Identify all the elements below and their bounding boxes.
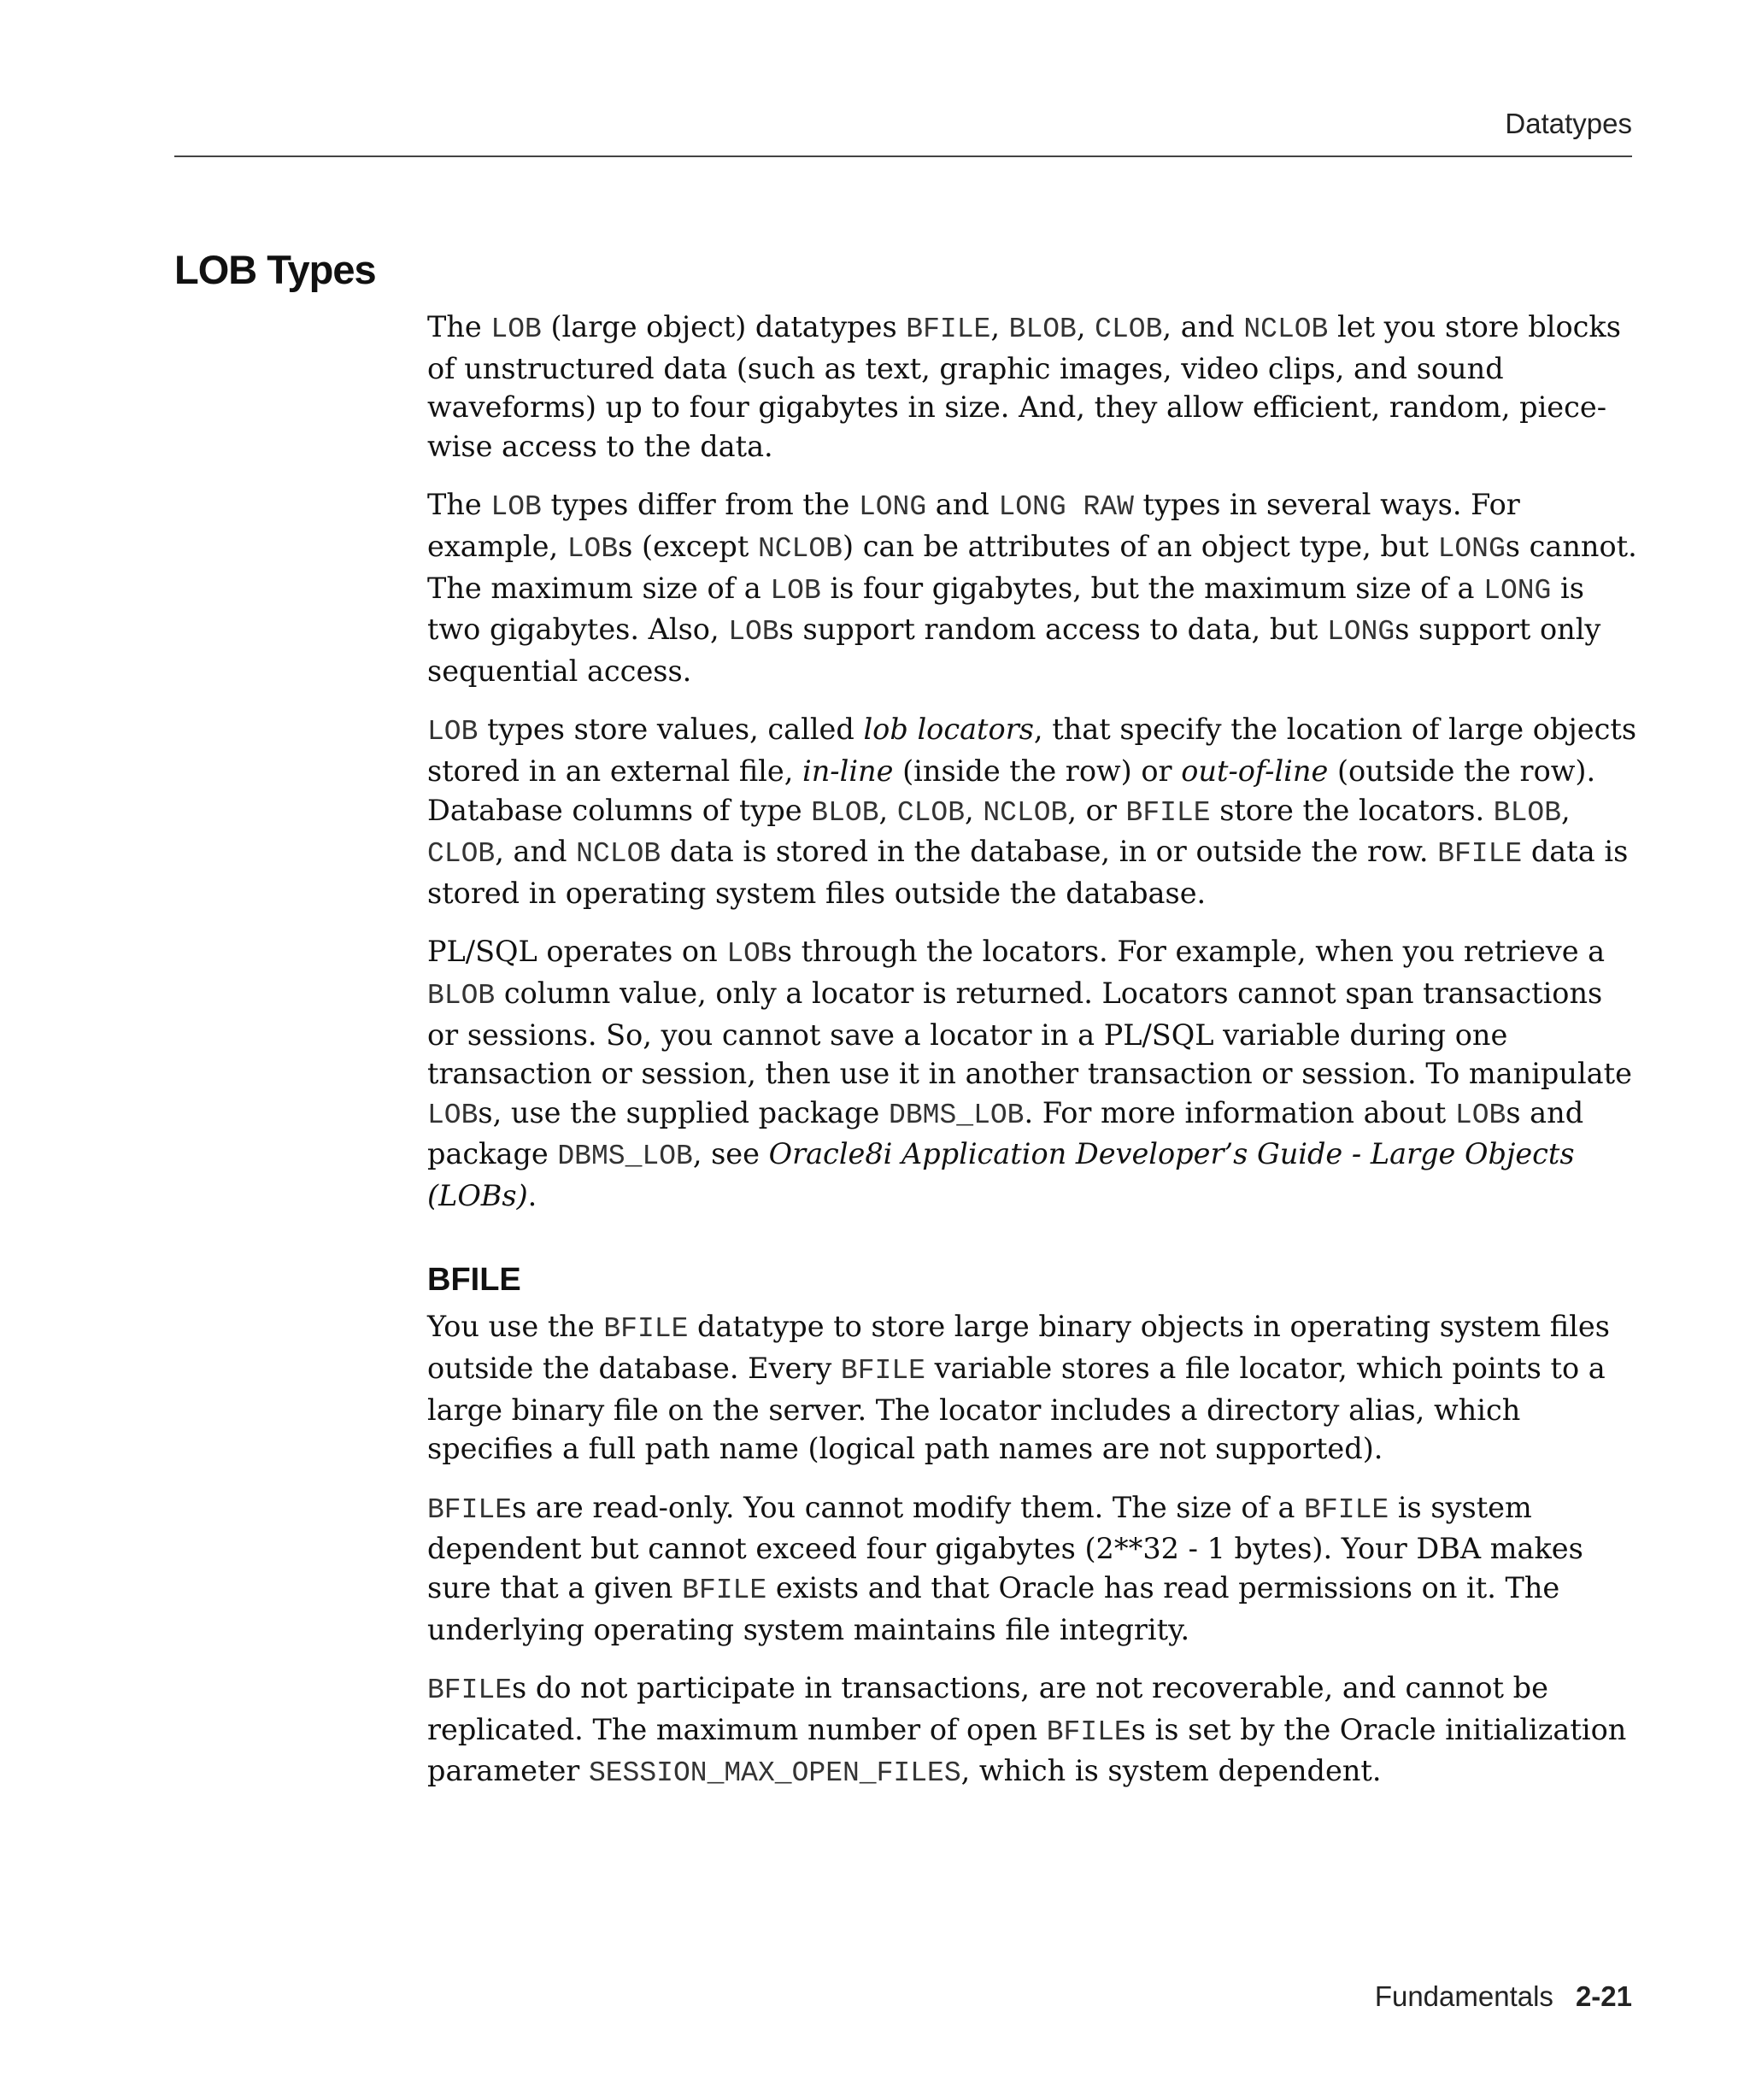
paragraph-bfile-readonly <box>427 1488 1641 1649</box>
text: , that specify the location of large objects stored in an external file, <box>427 713 1637 788</box>
code-term: LOB <box>728 616 779 648</box>
text: data is stored in operating system files outside the database. <box>427 835 1629 910</box>
code-term: LOB <box>567 532 619 565</box>
code-term: CLOB <box>427 838 496 871</box>
paragraph-lob-intro <box>427 308 1641 466</box>
paragraph-plsql-lobs <box>427 932 1641 1215</box>
code-term: LOB <box>726 938 778 971</box>
paragraph-bfile-intro <box>427 1307 1641 1468</box>
text: s cannot. The maximum size of a <box>427 529 1637 605</box>
text: datatype to store large binary objects in operating system files outside the database. Every <box>427 1310 1610 1386</box>
text: types differ from the <box>541 488 859 522</box>
code-term: LONG <box>858 491 927 524</box>
code-term: LOB <box>1454 1099 1506 1131</box>
text: , <box>990 310 1009 343</box>
text: , and <box>1162 310 1244 343</box>
code-term: NCLOB <box>983 796 1068 829</box>
running-header: Datatypes <box>1505 108 1632 139</box>
text: , which is system dependent. <box>960 1754 1382 1788</box>
footer-chapter: Fundamentals <box>1374 1980 1553 2012</box>
text: s, use the supplied package <box>478 1095 890 1129</box>
code-term: DBMS_LOB <box>557 1141 693 1173</box>
emphasis: lob locators <box>863 713 1034 747</box>
emphasis: out-of-line <box>1181 754 1329 788</box>
text: (inside the row) or <box>893 754 1182 788</box>
code-term: BFILE <box>603 1313 689 1346</box>
text: . <box>527 1178 537 1212</box>
text: is two gigabytes. Also, <box>427 571 1584 647</box>
code-term: CLOB <box>896 796 966 829</box>
code-term: BFILE <box>906 314 991 345</box>
code-term: BFILE <box>1437 838 1523 871</box>
code-term: LONG <box>1437 532 1506 565</box>
text: data is stored in the database, in or outside the row. <box>661 835 1438 869</box>
text: , <box>1076 310 1095 343</box>
text: , <box>878 793 897 827</box>
emphasis: in-line <box>802 754 894 788</box>
text: s through the locators. For example, when you retrieve a <box>777 935 1606 969</box>
book-reference: Oracle8i Application Developer’s Guide - Large Objects (LOBs) <box>427 1137 1575 1212</box>
code-term: BLOB <box>427 979 496 1012</box>
text: exists and that Oracle has read permissions on it. The underlying operating system maintains file integrity. <box>427 1571 1560 1646</box>
code-term: BFILE <box>1125 796 1211 829</box>
code-term: NCLOB <box>1243 314 1329 345</box>
text: column value, only a locator is returned. Locators cannot span transactions or sessions. So, you cannot save a locator in a PL/SQL variable during one transaction or session, then use it in another transaction or session. To manipulate <box>427 976 1632 1091</box>
code-term: CLOB <box>1095 314 1163 345</box>
paragraph-bfile-transactions <box>427 1669 1641 1793</box>
text: types store values, called <box>478 713 864 747</box>
paragraph-lob-locators <box>427 710 1641 912</box>
code-term: BFILE <box>427 1675 513 1707</box>
code-term: DBMS_LOB <box>889 1099 1025 1131</box>
text: s is set by the Oracle initialization parameter <box>427 1712 1627 1788</box>
body-text <box>427 308 1641 1813</box>
text: s and package <box>427 1095 1584 1171</box>
code-term: NCLOB <box>576 838 661 871</box>
code-term: LOB <box>427 1099 479 1131</box>
code-term: NCLOB <box>757 532 843 565</box>
page-number: 2-21 <box>1575 1980 1632 2012</box>
text: s support random access to data, but <box>778 613 1327 647</box>
text: , or <box>1067 793 1126 827</box>
text: types in several ways. For example, <box>427 488 1520 563</box>
text: , <box>965 793 984 827</box>
code-term: BFILE <box>840 1355 925 1387</box>
text: PL/SQL operates on <box>427 935 727 969</box>
text: store the locators. <box>1210 793 1494 827</box>
paragraph-lob-vs-long <box>427 485 1641 690</box>
text: (outside the row). Database columns of type <box>427 754 1596 827</box>
text: s are read-only. You cannot modify them. The size of a <box>512 1490 1305 1524</box>
text: s do not participate in transactions, are not recoverable, and cannot be replicated. The maximum number of open <box>427 1671 1548 1746</box>
text: and <box>926 488 999 522</box>
code-term: LOB <box>490 314 542 345</box>
code-term: BLOB <box>1493 796 1561 829</box>
text: is system dependent but cannot exceed four gigabytes (2**32 - 1 bytes). Your DBA makes sure that a given <box>427 1490 1583 1605</box>
text: The <box>427 310 491 343</box>
text: s support only sequential access. <box>427 613 1601 688</box>
code-term: BFILE <box>1046 1716 1131 1748</box>
text: (large object) datatypes <box>541 310 907 343</box>
text: . For more information about <box>1024 1095 1455 1129</box>
text: variable stores a file locator, which points to a large binary file on the server. The locator includes a directory alias, which specifies a full path name (logical path names are not supported). <box>427 1352 1606 1466</box>
subsection-heading: BFILE <box>427 1262 521 1299</box>
code-term: SESSION_MAX_OPEN_FILES <box>588 1757 961 1790</box>
text: , <box>1561 793 1571 827</box>
text: , and <box>495 835 577 869</box>
text: s (except <box>618 529 758 563</box>
code-term: LONG RAW <box>998 491 1134 524</box>
code-term: BFILE <box>1304 1493 1389 1526</box>
code-term: LOB <box>770 574 821 607</box>
code-term: LONG <box>1326 616 1395 648</box>
section-heading: LOB Types <box>174 247 376 292</box>
text: , see <box>692 1137 769 1171</box>
text: You use the <box>427 1310 604 1344</box>
code-term: BFILE <box>682 1575 767 1607</box>
code-term: BLOB <box>1008 314 1077 345</box>
page-footer <box>1375 1980 1632 2013</box>
code-term: LONG <box>1483 574 1552 607</box>
code-term: BLOB <box>811 796 879 829</box>
text: let you store blocks of unstructured data (such as text, graphic images, video clips, and sound waveforms) up to four gigabytes in size. And, they allow efficient, random, piece-wise access to the data. <box>427 310 1621 463</box>
text: ) can be attributes of an object type, but <box>842 529 1438 563</box>
header-rule <box>174 155 1632 157</box>
code-term: LOB <box>490 491 542 524</box>
code-term: BFILE <box>427 1493 513 1526</box>
code-term: LOB <box>427 716 479 748</box>
text: The <box>427 488 491 522</box>
text: is four gigabytes, but the maximum size of a <box>820 571 1484 605</box>
